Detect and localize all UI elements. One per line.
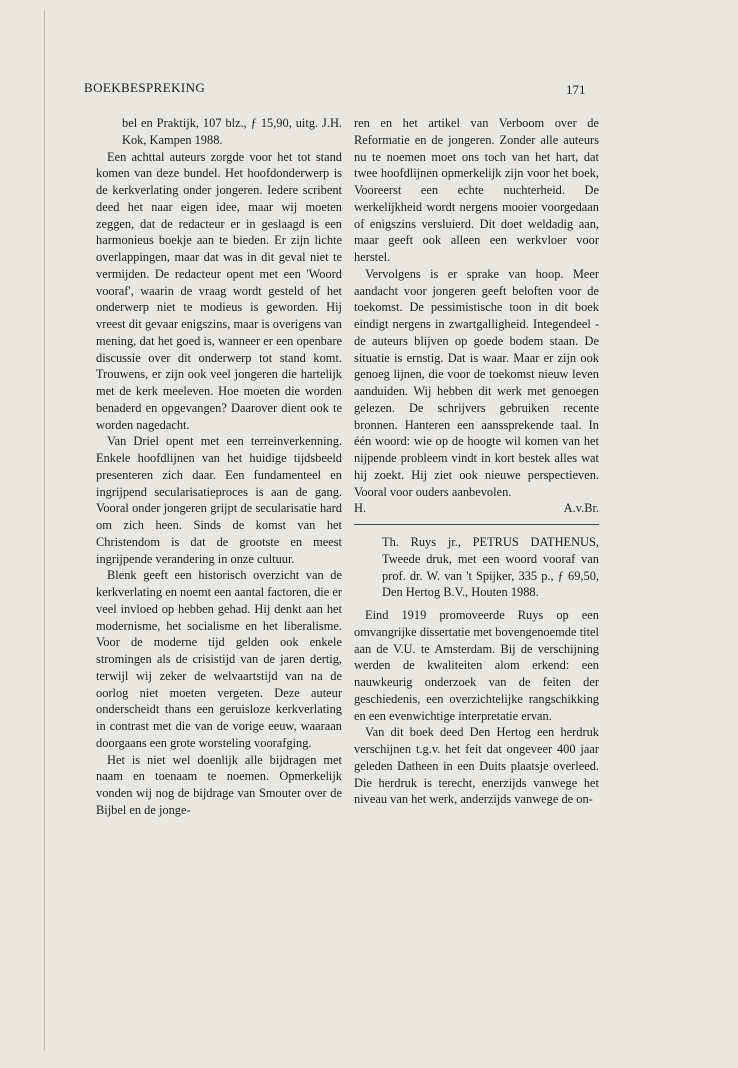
paragraph: ren en het artikel van Verboom over de Reformatie en de jongeren. Zonder alle auteurs nu te noemen moet ons toch van het hart, dat twee hoofdlijnen opmerkelijk zijn voor het boek, Vooreerst een echte nuchterheid. De werkelijkheid wordt nergens mooier voorgedaan of enigszins versluierd. Dit doet weldadig aan, maar geeft ook alleen een werkvloer voor herstel. xyxy=(354,116,599,264)
running-header: BOEKBESPREKING xyxy=(84,80,206,95)
paragraph: Vervolgens is er sprake van hoop. Meer aandacht voor jongeren geeft beloften voor de toekomst. De pessimistische toon in dit boek eindigt nergens in zwartgalligheid. Integendeel - de auteurs blijven op goede bodem staan. De situatie is ernstig. Dat is waar. Maar er zijn ook genoeg lijnen, die voor de toekomst nieuw leven aanduiden. Wij hebben dit werk met genoegen gelezen. De schrijvers gebruiken recente bronnen. Hanteren een aanssprekende taal. In één woord: wie op de hoogte wil komen van het nijpende probleem vindt in kort bestek alles wat hij zoekt. Hij ziet ook nieuwe perspectieven. Vooral voor ouders aanbevolen. xyxy=(354,266,599,499)
right-column xyxy=(354,115,599,808)
section-divider xyxy=(354,524,599,525)
left-column xyxy=(96,115,342,819)
book-citation: Th. Ruys jr., PETRUS DATHENUS, Tweede druk, met een woord vooraf van prof. dr. W. van 't Spijker, 335 p., ƒ 69,50, Den Hertog B.V., Houten 1988. xyxy=(382,535,599,600)
review-signoff xyxy=(354,500,599,517)
page-edge-line xyxy=(44,10,45,1050)
paragraph: Eind 1919 promoveerde Ruys op een omvangrijke dissertatie met bovengenoemde titel aan de V.U. te Amsterdam. Bij de verschijning werden de kwaliteiten alom erkend: een nauwkeurig onderzoek van de feiten der geschiedenis, een overzichtelijke rangschikking en een evenwichtige interpretatie ervan. xyxy=(354,608,599,723)
paragraph: Van dit boek deed Den Hertog een herdruk verschijnen t.g.v. het feit dat ongeveer 400 jaar geleden Datheen in een Duits plaatsje overleed. Die herdruk is terecht, enerzijds vanwege het niveau van het werk, anderzijds vanwege de on- xyxy=(354,725,599,807)
paragraph: Van Driel opent met een terreinverkenning. Enkele hoofdlijnen van het huidige tijdsbeeld presenteren zich daar. Een fundamenteel en ingrijpend secularisatieproces is aan de gang. Vooral onder jongeren grijpt de secularisatie hard om zich heen. Sinds de komst van het Christendom is dat de grootste en meest ingrijpende verandering in onze cultuur. xyxy=(96,434,342,566)
signoff-initial: H. xyxy=(354,501,367,516)
reviewer-initials: A.v.Br. xyxy=(563,501,599,516)
paragraph: Het is niet wel doenlijk alle bijdragen met naam en toenaam te noemen. Opmerkelijk vonden wij nog de bijdrage van Smouter over de Bijbel en de jonge- xyxy=(96,752,342,817)
paragraph: Een achttal auteurs zorgde voor het tot stand komen van deze bundel. Het hoofdonderwerp is de kerkverlating onder jongeren. Iedere scribent deed het naar eigen idee, maar wij moeten zeggen, dat de redacteur er in geslaagd is een harmonieus boekje aan te bieden. Er zijn lichte overlappingen, maar dat was in dit geval niet te vermijden. De redacteur opent met een 'Woord vooraf', waarin de vraag wordt gesteld of het onderwerp niet te modieus is geworden. Hij vreest dit gevaar enigszins, maar is overigens van mening, dat het goed is, wanneer er een openbare discussie over dit onderwerp tot stand komt. Trouwens, er zijn ook veel jongeren die hartelijk met de kerk meeleven. Hoe moeten die worden benaderd en opgevangen? Daarover dient ook te worden nagedacht. xyxy=(96,149,342,432)
paragraph: Blenk geeft een historisch overzicht van de kerkverlating en noemt een aantal factoren, die er veel invloed op hebben gehad. Hij denkt aan het modernisme, het socialisme en het liberalisme. Voor de moderne tijd gelden ook enkele stromingen als de crisistijd van de jaren dertig, terwijl wij zeker de welvaartstijd van na de oorlog niet moeten vergeten. Deze auteur onderscheidt thans een geruisloze kerkverlating in contrast met die van de vorige eeuw, waaraan doorgaans een grote worsteling voorafging. xyxy=(96,568,342,750)
page-number: 171 xyxy=(566,82,586,97)
bibliography-continuation: bel en Praktijk, 107 blz., ƒ 15,90, uitg. J.H. Kok, Kampen 1988. xyxy=(122,116,342,147)
